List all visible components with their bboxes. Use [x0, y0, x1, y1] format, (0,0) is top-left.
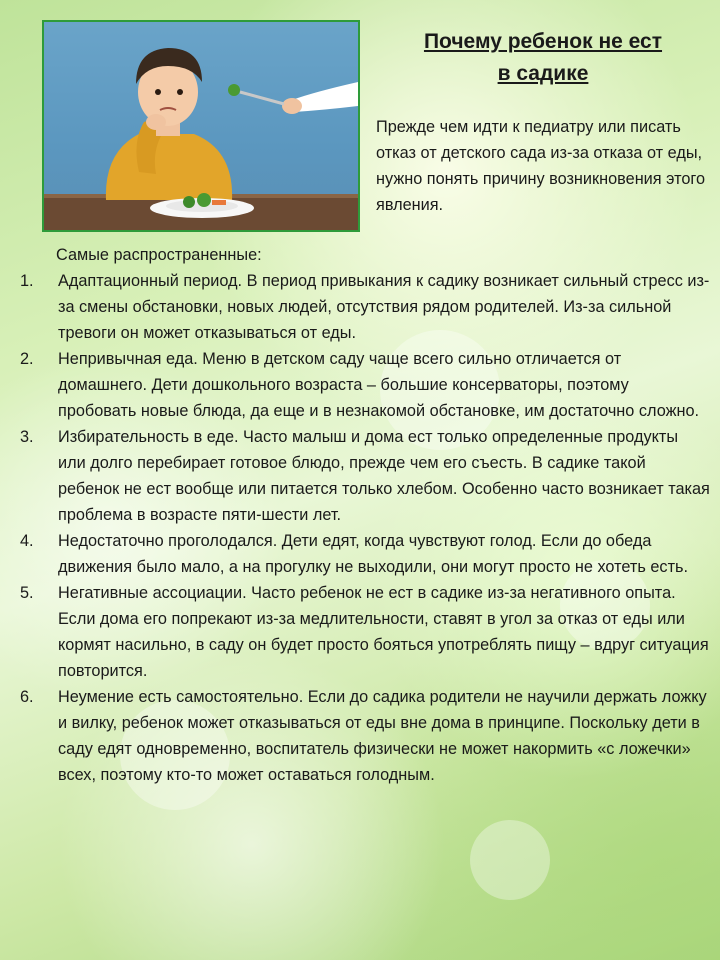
list-item [20, 424, 710, 528]
intro-paragraph: Прежде чем идти к педиатру или писать отказ от детского сада из-за отказа от еды, нужно понять причину возникновения этого явления. [376, 118, 706, 214]
child-photo [42, 20, 360, 232]
item-text: Неумение есть самостоятельно. Если до садика родители не научили держать ложку и вилку, ребенок может отказываться от еды вне дома в принципе. Поскольку дети в саду едят одновременно, воспитатель физически не может накормить «с ложечки» всех, поэтому кто-то может оставаться голодным. [58, 688, 707, 784]
item-text: Недостаточно проголодался. Дети едят, когда чувствуют голод. Если до обеда движения было мало, а на прогулку не выходили, они могут просто не хотеть есть. [58, 532, 689, 576]
item-number: 6. [20, 688, 34, 706]
child-refusing-food-illustration [44, 22, 358, 230]
list-item [20, 580, 710, 684]
title-line-2: в садике [497, 62, 589, 85]
item-number: 3. [20, 428, 34, 446]
item-number: 5. [20, 584, 34, 602]
list-lead: Самые распространенные: [56, 246, 262, 264]
item-number: 2. [20, 350, 34, 368]
item-number: 1. [20, 272, 34, 290]
item-text: Непривычная еда. Меню в детском саду чаще всего сильно отличается от домашнего. Дети дошкольного возраста – большие консерваторы, поэтому пробовать новые блюда, да еще и в незнакомой обстановке, им достаточно сложно. [58, 350, 700, 420]
list-item [20, 684, 710, 788]
list-item [20, 346, 710, 424]
page-title [380, 26, 706, 90]
item-number: 4. [20, 532, 34, 550]
list-item [20, 528, 710, 580]
reasons-list [20, 268, 710, 788]
bokeh-light [470, 820, 550, 900]
title-line-1: Почему ребенок не ест [423, 30, 663, 53]
item-text: Адаптационный период. В период привыкания к садику возникает сильный стресс из-за смены обстановки, новых людей, отсутствия рядом родителей. Из-за сильной тревоги он может отказываться от еды. [58, 272, 710, 342]
item-text: Негативные ассоциации. Часто ребенок не ест в садике из-за негативного опыта. Если дома его попрекают из-за медлительности, ставят в угол за отказ от еды или кормят насильно, в саду он будет просто бояться употреблять пищу – вдруг ситуация повторится. [58, 584, 709, 680]
list-item [20, 268, 710, 346]
item-text: Избирательность в еде. Часто малыш и дома ест только определенные продукты или долго перебирает готовое блюдо, прежде чем его съесть. В садике такой ребенок не ест вообще или питается только хлебом. Особенно часто возникает такая проблема в возрасте пяти-шести лет. [58, 428, 710, 524]
